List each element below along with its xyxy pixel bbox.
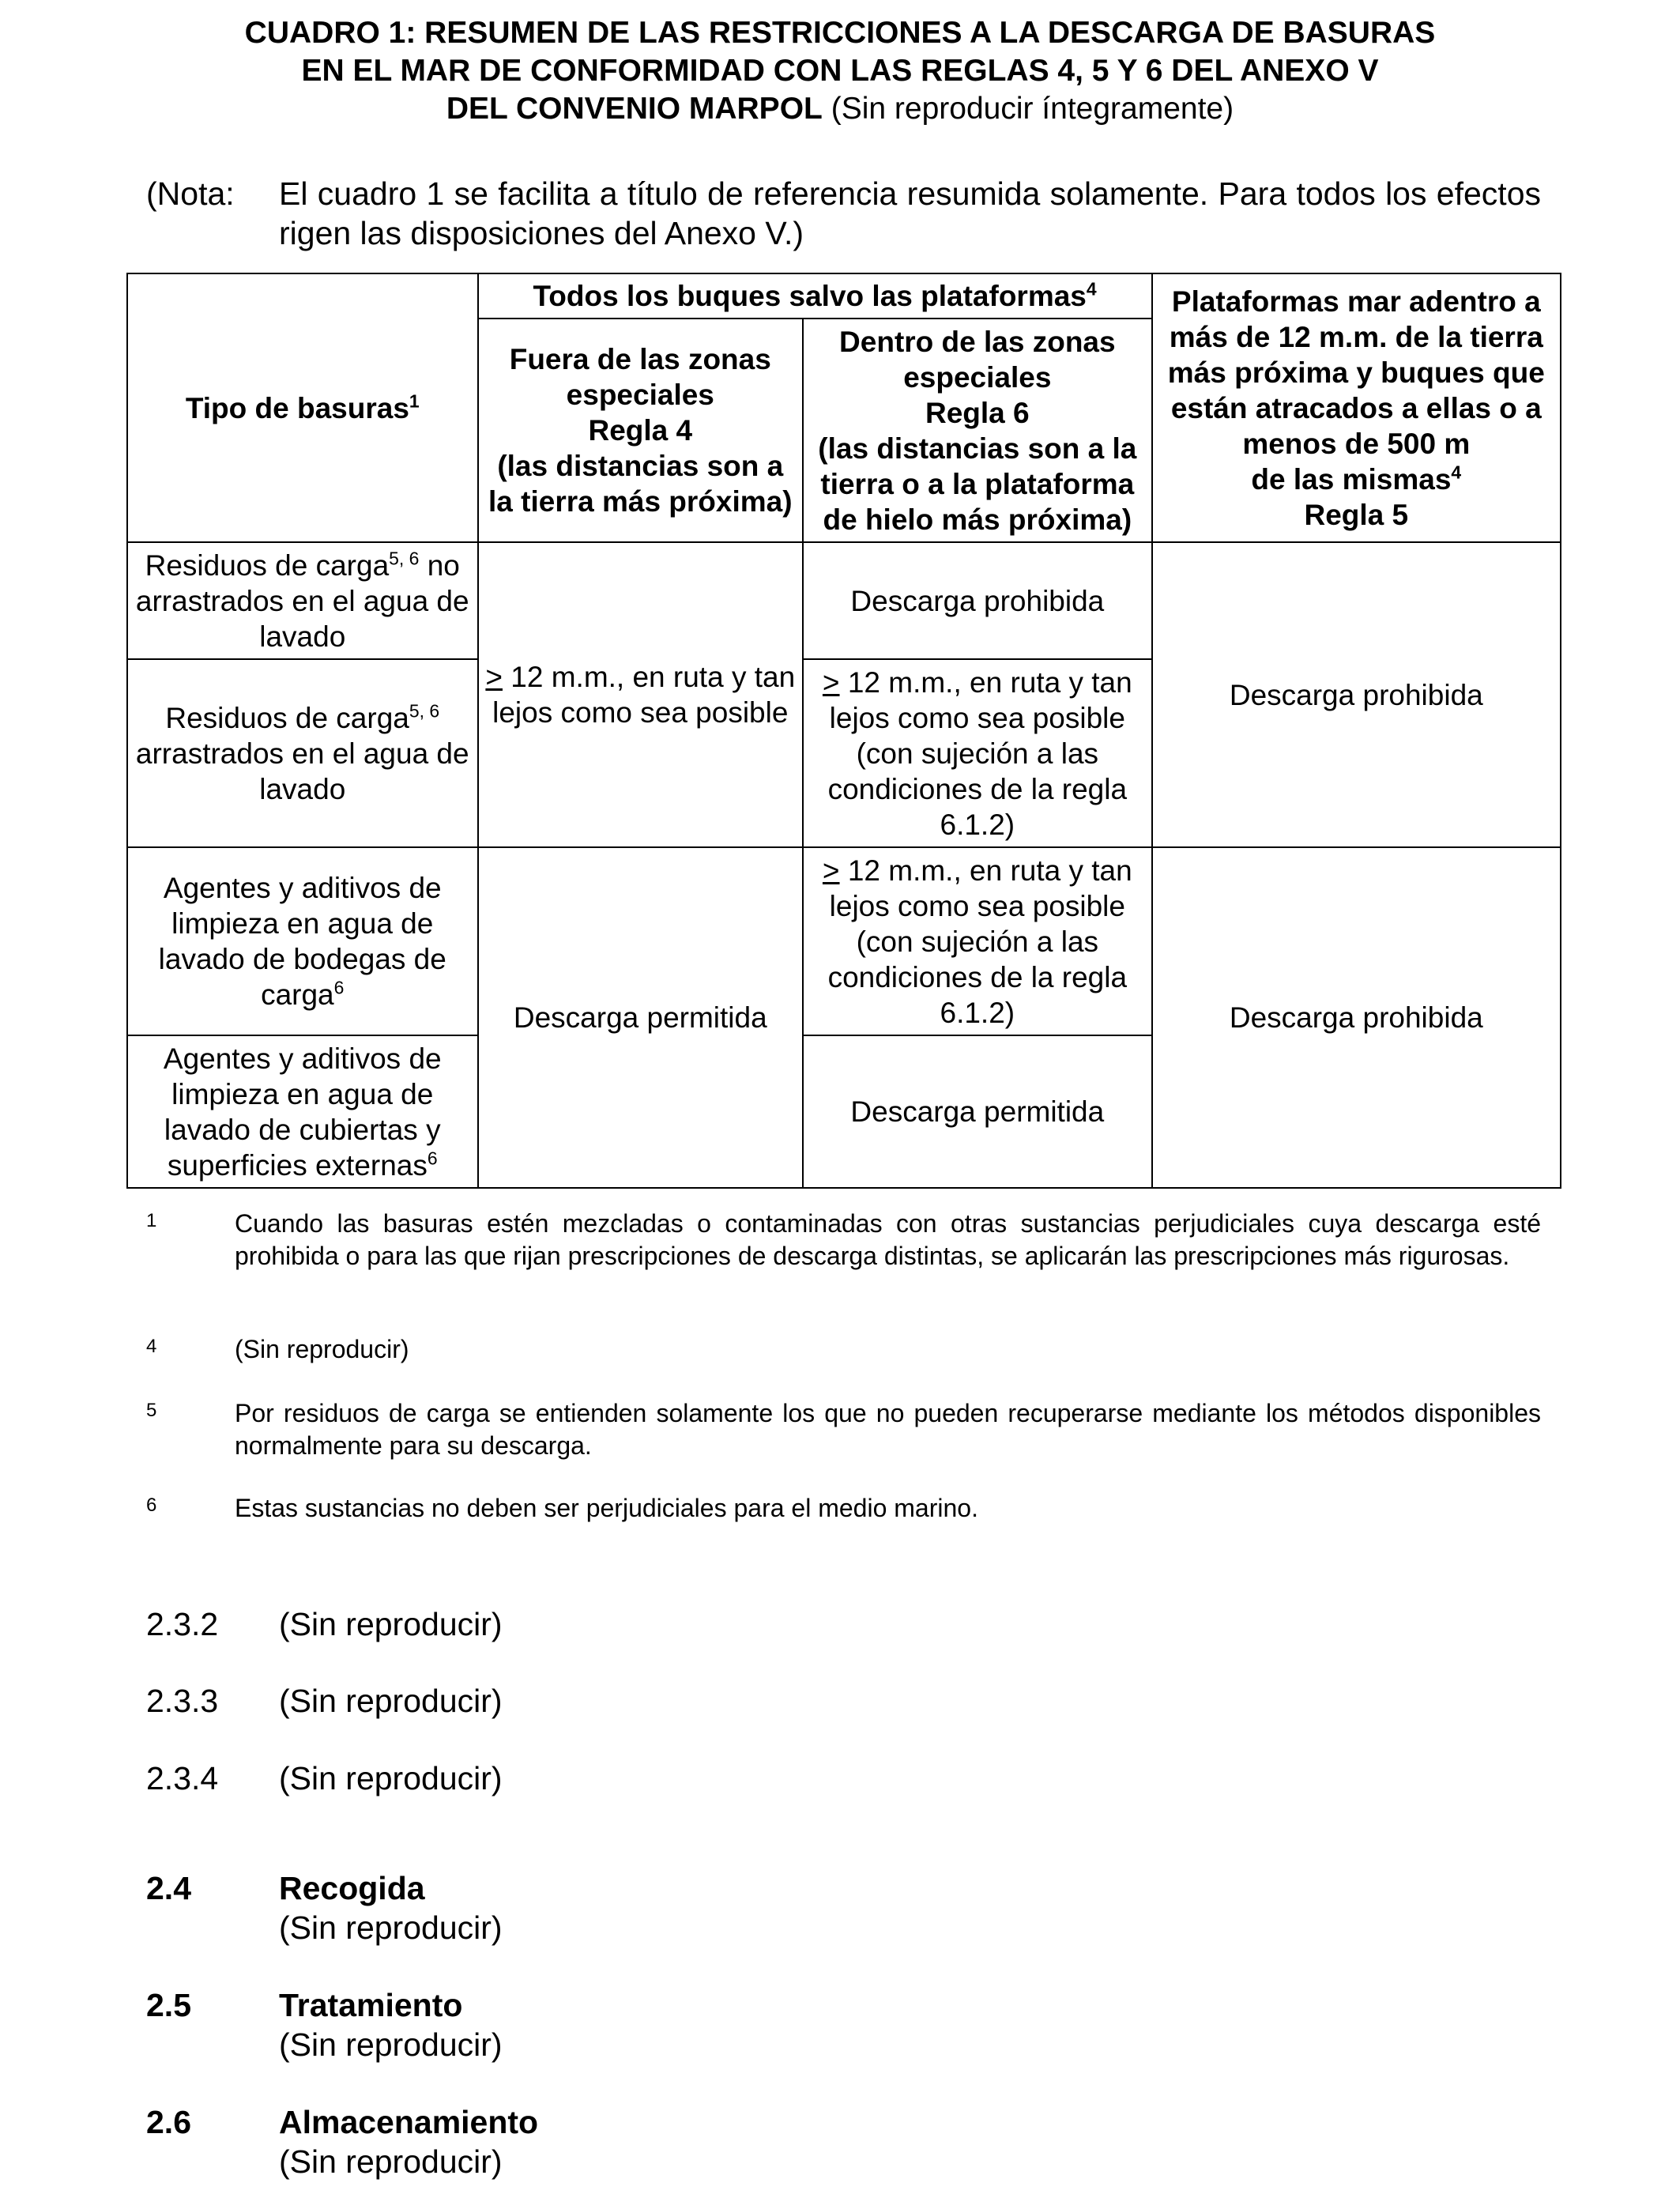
header-platforms: Plataformas mar adentro a más de 12 m.m. de la tierra más próxima y buques que están atracados a ellas o a menos de 500 m de las mismas$^4$ Regla 5 bbox=[1152, 273, 1561, 542]
row1-type: Residuos de carga$^{5, 6}$ no arrastrados en el agua de lavado bbox=[127, 542, 478, 659]
row2-type: Residuos de carga$^{5, 6}$ arrastrados en el agua de lavado bbox=[127, 659, 478, 847]
section-2-3-3: 2.3.3 (Sin reproducir) bbox=[146, 1683, 503, 1719]
footnote-5: 5 Por residuos de carga se entienden solamente los que no pueden recuperarse mediante los métodos disponibles normalmente para su descarga. bbox=[146, 1399, 1541, 1460]
rows34-outside: Descarga permitida bbox=[478, 847, 804, 1188]
header-inside-special-areas: Dentro de las zonas especiales Regla 6 (las distancias son a la tierra o a la plataforma de hielo más próxima) bbox=[803, 319, 1152, 542]
section-2-3-2: 2.3.2 (Sin reproducir) bbox=[146, 1606, 503, 1642]
rows12-outside: > 12 m.m., en ruta y tan lejos como sea posible bbox=[478, 542, 804, 847]
note-text: El cuadro 1 se facilita a título de referencia resumida solamente. Para todos los efectos rigen las disposiciones del Anexo V.) bbox=[279, 175, 1541, 251]
header-outside-special-areas: Fuera de las zonas especiales Regla 4 (las distancias son a la tierra más próxima) bbox=[478, 319, 804, 542]
row3-type: Agentes y aditivos de limpieza en agua de lavado de bodegas de carga$^6$ bbox=[127, 847, 478, 1035]
note-label: (Nota: bbox=[146, 175, 235, 212]
section-2-4: 2.4 Recogida (Sin reproducir) bbox=[146, 1870, 503, 1946]
footnote-1: 1 Cuando las basuras estén mezcladas o contaminadas con otras sustancias perjudiciales cuya descarga esté prohibida o para las que rijan prescripciones de descarga distintas, se aplicarán las prescripciones más rigurosas. bbox=[146, 1209, 1541, 1270]
header-type: Tipo de basuras$^1$ bbox=[127, 273, 478, 542]
rows12-platforms: Descarga prohibida bbox=[1152, 542, 1561, 847]
header-all-ships: Todos los buques salvo las plataformas$^4$ bbox=[478, 273, 1152, 319]
section-2-3-4: 2.3.4 (Sin reproducir) bbox=[146, 1760, 503, 1796]
note bbox=[146, 174, 1541, 253]
rows34-platforms: Descarga prohibida bbox=[1152, 847, 1561, 1188]
section-2-6: 2.6 Almacenamiento (Sin reproducir) bbox=[146, 2104, 539, 2180]
section-heading: Recogida bbox=[279, 1870, 425, 1906]
section-2-5: 2.5 Tratamiento (Sin reproducir) bbox=[146, 1987, 503, 2063]
row1-inside: Descarga prohibida bbox=[803, 542, 1152, 659]
restrictions-table bbox=[126, 273, 1561, 1189]
row4-type: Agentes y aditivos de limpieza en agua de lavado de cubiertas y superficies externas$^6$ bbox=[127, 1035, 478, 1188]
footnote-4: 4 (Sin reproducir) bbox=[146, 1335, 409, 1363]
row2-inside: > 12 m.m., en ruta y tan lejos como sea posible (con sujeción a las condiciones de la regla 6.1.2) bbox=[803, 659, 1152, 847]
title-line-1: CUADRO 1: RESUMEN DE LAS RESTRICCIONES A LA DESCARGA DE BASURAS bbox=[244, 16, 1436, 50]
title-line-2: EN EL MAR DE CONFORMIDAD CON LAS REGLAS 4, 5 Y 6 DEL ANEXO V bbox=[301, 54, 1379, 88]
footnote-6: 6 Estas sustancias no deben ser perjudiciales para el medio marino. bbox=[146, 1494, 978, 1522]
table-title bbox=[126, 14, 1554, 128]
row4-inside: Descarga permitida bbox=[803, 1035, 1152, 1188]
section-heading: Tratamiento bbox=[279, 1987, 463, 2023]
row3-inside: > 12 m.m., en ruta y tan lejos como sea posible (con sujeción a las condiciones de la regla 6.1.2) bbox=[803, 847, 1152, 1035]
title-line-3-bold: DEL CONVENIO MARPOL bbox=[446, 92, 823, 126]
section-heading: Almacenamiento bbox=[279, 2104, 539, 2140]
title-line-3-normal: (Sin reproducir íntegramente) bbox=[831, 92, 1234, 126]
